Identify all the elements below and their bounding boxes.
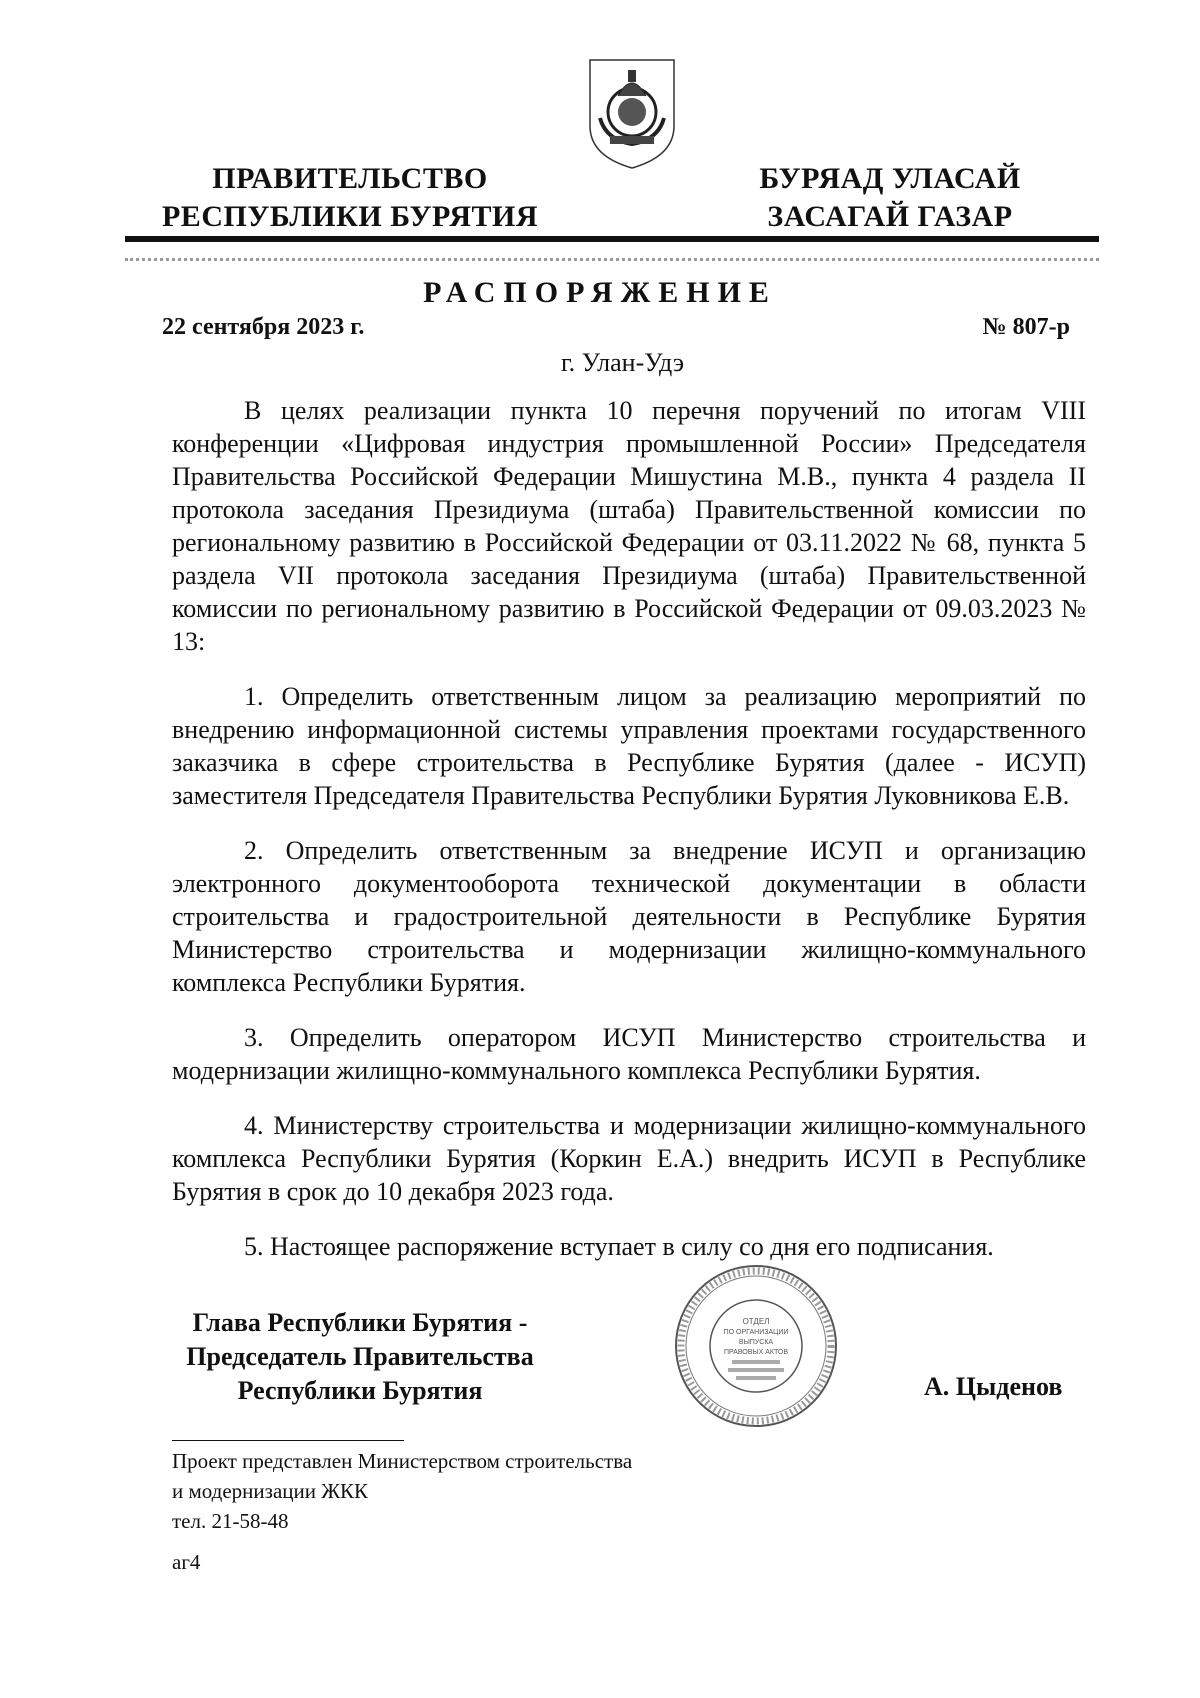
item-3-paragraph: 3. Определить оператором ИСУП Министерство строительства и модернизации жилищно-коммунального комплекса Республики Бурятия.	[172, 1023, 1086, 1085]
header-dotted-divider	[125, 258, 1099, 261]
svg-text:ВЫПУСКА: ВЫПУСКА	[738, 1339, 774, 1346]
item-1-paragraph: 1. Определить ответственным лицом за реализацию мероприятий по внедрению информационной системы управления проектами государственного заказчика в сфере строительства в Республике Бурятия (далее - ИСУП) заместителя Председателя Правительства Республики Бурятия Луковникова Е.В.	[172, 682, 1086, 810]
preamble-paragraph: В целях реализации пункта 10 перечня поручений по итогам VIII конференции «Цифровая индустрия промышленной России» Председателя Правительства Российской Федерации Мишустина М.В., пункта 4 раздела II протокола заседания Президиума (штаба) Правительственной комиссии по региональному развитию в Российской Федерации от 03.11.2022 № 68, пункта 5 раздела VII протокола заседания Президиума (штаба) Правительственной комиссии по региональному развитию в Российской Федерации от 09.03.2023 № 13:	[172, 396, 1086, 656]
header-right	[730, 160, 1050, 236]
svg-text:ПРАВОВЫХ АКТОВ: ПРАВОВЫХ АКТОВ	[723, 1349, 789, 1356]
footnote-phone: тел. 21-58-48	[172, 1509, 289, 1533]
document-code: аг4	[172, 1550, 201, 1574]
signatory-position-line2: Председатель Правительства	[186, 1342, 534, 1371]
header-divider	[125, 236, 1099, 242]
footnote-line1: Проект представлен Министерством строительства	[172, 1449, 633, 1473]
header-right-line1: БУРЯАД УЛАСАЙ	[759, 162, 1021, 195]
header-left-line1: ПРАВИТЕЛЬСТВО	[212, 162, 488, 195]
header-left	[150, 160, 550, 236]
coat-of-arms-icon	[586, 56, 678, 172]
item-5-paragraph: 5. Настоящее распоряжение вступает в силу со дня его подписания.	[244, 1232, 994, 1261]
header-right-line2: ЗАСАГАЙ ГАЗАР	[767, 200, 1013, 233]
signatory-name: А. Цыденов	[924, 1372, 1063, 1401]
document-title: РАСПОРЯЖЕНИЕ	[423, 276, 777, 309]
document-number: № 807-р	[982, 314, 1070, 340]
document-city: г. Улан-Удэ	[560, 348, 685, 377]
document-date: 22 сентября 2023 г.	[162, 314, 365, 340]
footnote-line2: и модернизации ЖКК	[172, 1479, 369, 1503]
signatory-position-line3: Республики Бурятия	[237, 1376, 483, 1405]
signatory-position	[150, 1306, 570, 1408]
footnote-divider	[172, 1440, 404, 1441]
item-2-paragraph: 2. Определить ответственным за внедрение ИСУП и организацию электронного документооборота технической документации в области строительства и градостроительной деятельности в Республике Бурятия Министерство строительства и модернизации жилищно-коммунального комплекса Республики Бурятия.	[172, 836, 1086, 997]
document-body	[172, 394, 1086, 1285]
footnote	[172, 1446, 632, 1536]
signatory-position-line1: Глава Республики Бурятия -	[192, 1308, 528, 1337]
official-stamp-icon	[672, 1262, 840, 1430]
svg-text:ОТДЕЛ: ОТДЕЛ	[742, 1317, 770, 1326]
item-4-paragraph: 4. Министерству строительства и модернизации жилищно-коммунального комплекса Республики Бурятия (Коркин Е.А.) внедрить ИСУП в Республике Бурятия в срок до 10 декабря 2023 года.	[172, 1111, 1086, 1206]
header-left-line2: РЕСПУБЛИКИ БУРЯТИЯ	[161, 200, 539, 233]
svg-text:ПО ОРГАНИЗАЦИИ: ПО ОРГАНИЗАЦИИ	[723, 1329, 789, 1336]
